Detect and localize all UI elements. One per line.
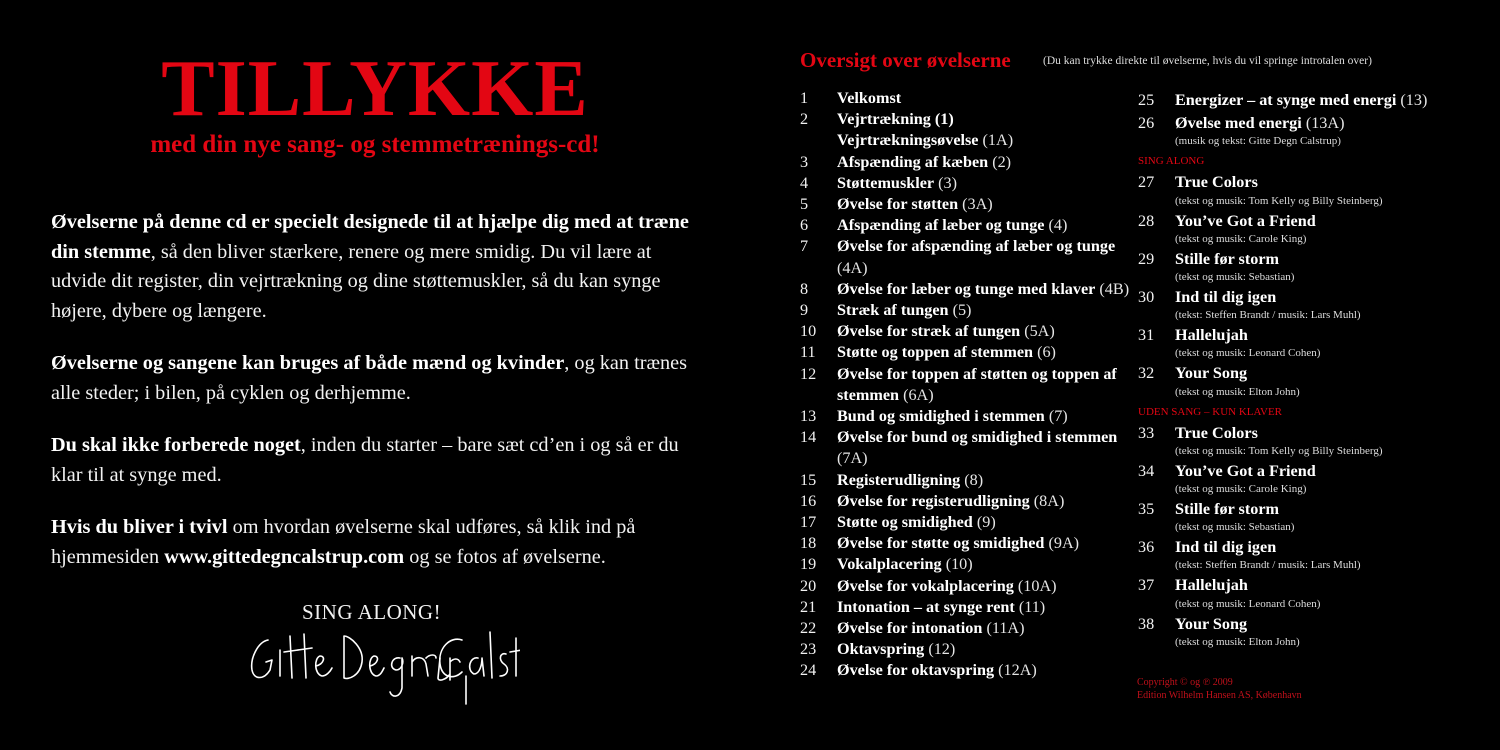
track-group-exercises bbox=[1138, 90, 1448, 148]
track-credit: (tekst og musik: Elton John) bbox=[1175, 385, 1300, 398]
track-title bbox=[837, 321, 1055, 342]
track-number: 29 bbox=[1138, 249, 1155, 268]
track-ref: (4) bbox=[1044, 216, 1068, 235]
track-number: 38 bbox=[1138, 614, 1155, 633]
track-number: 14 bbox=[800, 428, 817, 447]
track-ref: (7A) bbox=[837, 449, 868, 468]
track-number: 31 bbox=[1138, 326, 1155, 345]
track-item bbox=[800, 491, 1130, 512]
paragraph bbox=[51, 349, 711, 408]
track-number: 32 bbox=[1138, 364, 1155, 383]
track-number: 16 bbox=[800, 491, 817, 510]
track-item bbox=[800, 554, 1130, 575]
track-number: 25 bbox=[1138, 91, 1155, 109]
track-title bbox=[837, 660, 1037, 681]
track-title bbox=[1175, 113, 1344, 134]
track-title-text: Øvelse for støtte og smidighed bbox=[837, 534, 1045, 553]
track-ref: (6) bbox=[1033, 343, 1056, 362]
track-number: 3 bbox=[800, 152, 809, 171]
track-title-text: Øvelse for registerudligning bbox=[837, 491, 1030, 510]
track-title-text: Oktavspring bbox=[837, 640, 925, 659]
track-number: 20 bbox=[800, 576, 817, 595]
track-item bbox=[800, 321, 1130, 342]
track-ref: (7) bbox=[1044, 407, 1068, 426]
track-title-text: Stille før storm bbox=[1175, 249, 1279, 268]
track-title bbox=[837, 406, 1068, 427]
website-link[interactable]: www.gittedegncalstrup.com bbox=[164, 545, 405, 568]
track-ref: (4A) bbox=[837, 258, 868, 277]
track-credit: (tekst og musik: Elton John) bbox=[1175, 635, 1300, 648]
track-number: 22 bbox=[800, 619, 817, 638]
track-title bbox=[1175, 423, 1258, 444]
track-title bbox=[837, 554, 973, 575]
track-credit: (tekst og musik: Leonard Cohen) bbox=[1175, 347, 1321, 360]
track-title bbox=[837, 427, 1130, 469]
paragraph-bold: Du skal ikke forberede noget bbox=[51, 434, 301, 456]
track-item bbox=[800, 364, 1130, 406]
track-title-text: Øvelse for stræk af tungen bbox=[837, 322, 1021, 341]
track-item bbox=[1138, 614, 1448, 635]
signature-image bbox=[240, 618, 520, 708]
track-number: 6 bbox=[800, 216, 809, 235]
track-number: 33 bbox=[1138, 423, 1155, 442]
track-title-text: Øvelse for vokalplacering bbox=[837, 576, 1014, 595]
track-ref: (2) bbox=[988, 152, 1012, 171]
track-title-text: Vejrtrækning (1) bbox=[837, 110, 954, 129]
track-title-text: Bund og smidighed i stemmen bbox=[837, 407, 1045, 426]
track-item bbox=[800, 512, 1130, 533]
track-number: 7 bbox=[800, 237, 809, 256]
track-ref: (10A) bbox=[1013, 576, 1057, 595]
track-item bbox=[1138, 363, 1448, 384]
track-ref: (4B) bbox=[1095, 279, 1130, 298]
track-title bbox=[837, 342, 1056, 363]
track-number: 26 bbox=[1138, 114, 1155, 133]
track-number: 11 bbox=[800, 343, 816, 362]
track-credit: (musik og tekst: Gitte Degn Calstrup) bbox=[1175, 135, 1341, 148]
copyright bbox=[1137, 676, 1302, 702]
track-title-text: Hallelujah bbox=[1175, 576, 1248, 595]
paragraph bbox=[51, 208, 711, 326]
track-title-text: Øvelse for støtten bbox=[837, 195, 959, 214]
track-ref: (10) bbox=[941, 555, 973, 574]
track-number: 34 bbox=[1138, 461, 1155, 480]
paragraph bbox=[51, 513, 711, 572]
track-item bbox=[800, 342, 1130, 363]
track-number: 18 bbox=[800, 534, 817, 553]
tracklist-column-1 bbox=[800, 88, 1130, 682]
track-item bbox=[1138, 461, 1448, 482]
track-number: 2 bbox=[800, 110, 809, 129]
track-title bbox=[1175, 537, 1276, 558]
track-title-text: Øvelse for toppen af støtten og toppen af stemmen bbox=[837, 364, 1117, 404]
intro-text bbox=[51, 208, 711, 595]
track-title-text: Ind til dig igen bbox=[1175, 538, 1277, 557]
tracklist-column-2 bbox=[1138, 88, 1448, 652]
track-title bbox=[1175, 211, 1316, 232]
track-title-text: Vokalplacering bbox=[837, 555, 942, 574]
track-item bbox=[800, 236, 1130, 278]
track-title-text: Afspænding af læber og tunge bbox=[837, 216, 1045, 235]
track-credit: (tekst og musik: Carole King) bbox=[1175, 483, 1307, 496]
track-ref: (11A) bbox=[982, 619, 1025, 638]
track-number: 19 bbox=[800, 555, 817, 574]
track-credit: (tekst: Steffen Brandt / musik: Lars Muhl) bbox=[1175, 309, 1361, 322]
track-item bbox=[800, 88, 1130, 109]
track-item bbox=[800, 300, 1130, 321]
track-item bbox=[1138, 325, 1448, 346]
track-title bbox=[837, 194, 993, 215]
track-number: 27 bbox=[1138, 173, 1155, 192]
track-ref: (11) bbox=[1014, 597, 1046, 616]
track-item bbox=[800, 173, 1130, 194]
track-item bbox=[800, 470, 1130, 491]
track-ref: (1A) bbox=[978, 131, 1014, 150]
track-title-text: Støttemuskler bbox=[837, 173, 935, 192]
track-title bbox=[1175, 499, 1279, 520]
track-credit: (tekst og musik: Tom Kelly og Billy Steinberg) bbox=[1175, 194, 1383, 207]
track-title-text: Afspænding af kæben bbox=[837, 152, 989, 171]
track-title bbox=[1175, 249, 1279, 270]
track-number: 9 bbox=[800, 301, 809, 320]
right-panel bbox=[750, 0, 1500, 750]
track-title bbox=[837, 152, 1011, 173]
track-number: 37 bbox=[1138, 576, 1155, 595]
track-title bbox=[1175, 325, 1248, 346]
track-title-text: Registerudligning bbox=[837, 470, 961, 489]
track-number: 21 bbox=[800, 597, 817, 616]
track-title bbox=[1175, 614, 1247, 635]
overview-title: Oversigt over øvelserne bbox=[800, 48, 1011, 72]
track-ref: (8A) bbox=[1029, 491, 1065, 510]
track-item bbox=[1138, 423, 1448, 444]
track-title-text: Støtte og smidighed bbox=[837, 513, 973, 532]
track-title bbox=[837, 470, 983, 491]
track-title-text: You’ve Got a Friend bbox=[1175, 211, 1316, 230]
track-number: 12 bbox=[800, 364, 817, 383]
track-title-text: Støtte og toppen af stemmen bbox=[837, 343, 1034, 362]
copyright-line: Copyright © og ℗ 2009 bbox=[1137, 677, 1233, 688]
track-number: 15 bbox=[800, 470, 817, 489]
track-title-text: Øvelse for bund og smidighed i stemmen bbox=[837, 428, 1118, 447]
paragraph-text: og se fotos af øvelserne. bbox=[404, 545, 606, 568]
track-ref: (5A) bbox=[1020, 322, 1055, 341]
track-title bbox=[837, 109, 954, 130]
track-title bbox=[837, 173, 957, 194]
track-title-text: Stræk af tungen bbox=[837, 301, 949, 320]
track-title-text: Velkomst bbox=[837, 89, 902, 107]
track-title bbox=[837, 512, 996, 533]
track-title-text: Your Song bbox=[1175, 614, 1248, 633]
track-item bbox=[800, 152, 1130, 173]
track-credit: (tekst og musik: Sebastian) bbox=[1175, 271, 1295, 284]
sing-along-label: SING ALONG! bbox=[302, 600, 442, 624]
track-number: 28 bbox=[1138, 211, 1155, 230]
track-ref: (12) bbox=[924, 640, 956, 659]
track-title bbox=[837, 618, 1025, 639]
track-title-text: Vejrtrækningsøvelse bbox=[837, 131, 979, 150]
track-title bbox=[837, 364, 1130, 406]
track-number bbox=[800, 130, 837, 151]
copyright-line: Edition Wilhelm Hansen AS, København bbox=[1137, 690, 1302, 701]
track-title bbox=[1175, 363, 1247, 384]
track-title bbox=[1175, 461, 1316, 482]
paragraph-bold: Øvelserne og sangene kan bruges af både mænd og kvinder bbox=[51, 352, 565, 374]
overview-note: (Du kan trykke direkte til øvelserne, hvis du vil springe introtalen over) bbox=[1043, 55, 1372, 67]
track-number: 8 bbox=[800, 279, 809, 298]
track-title-text: Øvelse for afspænding af læber og tunge bbox=[837, 237, 1116, 256]
track-ref: (3A) bbox=[958, 195, 993, 214]
track-ref: (8) bbox=[960, 470, 984, 489]
track-number: 35 bbox=[1138, 500, 1155, 519]
section-heading-piano-only: UDEN SANG – KUN KLAVER bbox=[1138, 405, 1283, 418]
track-title bbox=[837, 236, 1130, 278]
track-title bbox=[1175, 172, 1258, 193]
paragraph-text: , så den bliver stærkere, renere og mere smidig. Du vil lære at udvide dit register, din vejrtrækning og dine støttemuskler, så du kan synge højere, dybere og længere. bbox=[51, 240, 661, 322]
track-item bbox=[800, 130, 1130, 151]
track-item bbox=[800, 427, 1130, 469]
track-title-text: Ind til dig igen bbox=[1175, 288, 1277, 307]
track-item bbox=[1138, 499, 1448, 520]
track-ref: (12A) bbox=[994, 661, 1037, 680]
track-item bbox=[800, 576, 1130, 597]
track-item bbox=[800, 194, 1130, 215]
track-item bbox=[1138, 113, 1448, 134]
track-number: 10 bbox=[800, 322, 817, 341]
track-number: 23 bbox=[800, 640, 817, 659]
paragraph-text: om hvordan øvelserne skal udføres, så klik ind på hjemmesiden bbox=[51, 516, 636, 568]
track-number: 30 bbox=[1138, 288, 1155, 307]
track-number: 5 bbox=[800, 195, 809, 214]
track-title bbox=[837, 576, 1057, 597]
paragraph-text: , inden du starter – bare sæt cd’en i og så er du klar til at synge med. bbox=[51, 434, 679, 486]
track-item bbox=[800, 660, 1130, 681]
track-item bbox=[1138, 575, 1448, 596]
track-title bbox=[837, 130, 1013, 151]
track-item bbox=[1138, 287, 1448, 308]
track-group-piano-only bbox=[1138, 423, 1448, 649]
track-title bbox=[837, 300, 971, 321]
track-ref: (5) bbox=[948, 301, 972, 320]
main-title: TILLYKKE bbox=[161, 45, 589, 133]
track-title bbox=[837, 639, 955, 660]
track-credit: (tekst: Steffen Brandt / musik: Lars Muhl) bbox=[1175, 559, 1361, 572]
track-item bbox=[1138, 211, 1448, 232]
track-item bbox=[800, 618, 1130, 639]
track-item bbox=[800, 406, 1130, 427]
paragraph bbox=[51, 431, 711, 490]
track-title bbox=[1175, 287, 1276, 308]
track-number: 13 bbox=[800, 407, 817, 426]
track-title-text: Your Song bbox=[1175, 364, 1248, 383]
track-ref: (6A) bbox=[899, 385, 934, 404]
track-item bbox=[1138, 172, 1448, 193]
track-item bbox=[800, 215, 1130, 236]
track-ref: (13) bbox=[1396, 91, 1428, 109]
track-credit: (tekst og musik: Leonard Cohen) bbox=[1175, 597, 1321, 610]
track-title-text: True Colors bbox=[1175, 173, 1258, 192]
track-number: 4 bbox=[800, 173, 809, 192]
track-ref: (3) bbox=[934, 173, 958, 192]
track-credit: (tekst og musik: Tom Kelly og Billy Steinberg) bbox=[1175, 444, 1383, 457]
track-title bbox=[837, 491, 1064, 512]
track-number: 17 bbox=[800, 513, 817, 532]
track-title bbox=[837, 597, 1045, 618]
paragraph-text: , og kan trænes alle steder; i bilen, på cyklen og derhjemme. bbox=[51, 352, 688, 404]
track-title-text: Øvelse for oktavspring bbox=[837, 661, 995, 680]
track-title-text: Stille før storm bbox=[1175, 500, 1279, 519]
track-item bbox=[1138, 249, 1448, 270]
track-number: 24 bbox=[800, 661, 817, 680]
subtitle: med din nye sang- og stemmetrænings-cd! bbox=[150, 131, 600, 158]
track-item bbox=[800, 279, 1130, 300]
track-ref: (9) bbox=[972, 513, 996, 532]
track-number: 36 bbox=[1138, 538, 1155, 557]
track-title bbox=[837, 215, 1067, 236]
track-item bbox=[1138, 90, 1448, 111]
track-title-text: Energizer – at synge med energi bbox=[1175, 91, 1397, 109]
track-item bbox=[1138, 537, 1448, 558]
track-credit: (tekst og musik: Carole King) bbox=[1175, 232, 1307, 245]
track-item bbox=[800, 639, 1130, 660]
track-title-text: Intonation – at synge rent bbox=[837, 597, 1015, 616]
track-title bbox=[837, 533, 1079, 554]
paragraph-bold: Hvis du bliver i tvivl bbox=[51, 516, 228, 538]
track-title bbox=[837, 279, 1129, 300]
track-title bbox=[837, 88, 901, 109]
track-item bbox=[800, 109, 1130, 130]
track-title-text: Øvelse for læber og tunge med klaver bbox=[837, 279, 1096, 298]
track-title-text: You’ve Got a Friend bbox=[1175, 461, 1316, 480]
track-title-text: Øvelse for intonation bbox=[837, 619, 983, 638]
track-title-text: True Colors bbox=[1175, 423, 1258, 442]
track-group-sing-along bbox=[1138, 172, 1448, 398]
paragraph-bold: Øvelserne på denne cd er specielt designede til at hjælpe dig med at træne din stemme bbox=[51, 211, 689, 263]
track-ref: (9A) bbox=[1044, 534, 1080, 553]
track-ref: (13A) bbox=[1301, 114, 1345, 133]
track-credit: (tekst og musik: Sebastian) bbox=[1175, 521, 1295, 534]
track-title-text: Øvelse med energi bbox=[1175, 114, 1302, 133]
track-number: 1 bbox=[800, 89, 809, 107]
track-title bbox=[1175, 575, 1248, 596]
track-title bbox=[1175, 90, 1427, 111]
section-heading-sing-along: SING ALONG bbox=[1138, 155, 1205, 168]
track-item bbox=[800, 533, 1130, 554]
track-title-text: Hallelujah bbox=[1175, 326, 1248, 345]
track-item bbox=[800, 597, 1130, 618]
